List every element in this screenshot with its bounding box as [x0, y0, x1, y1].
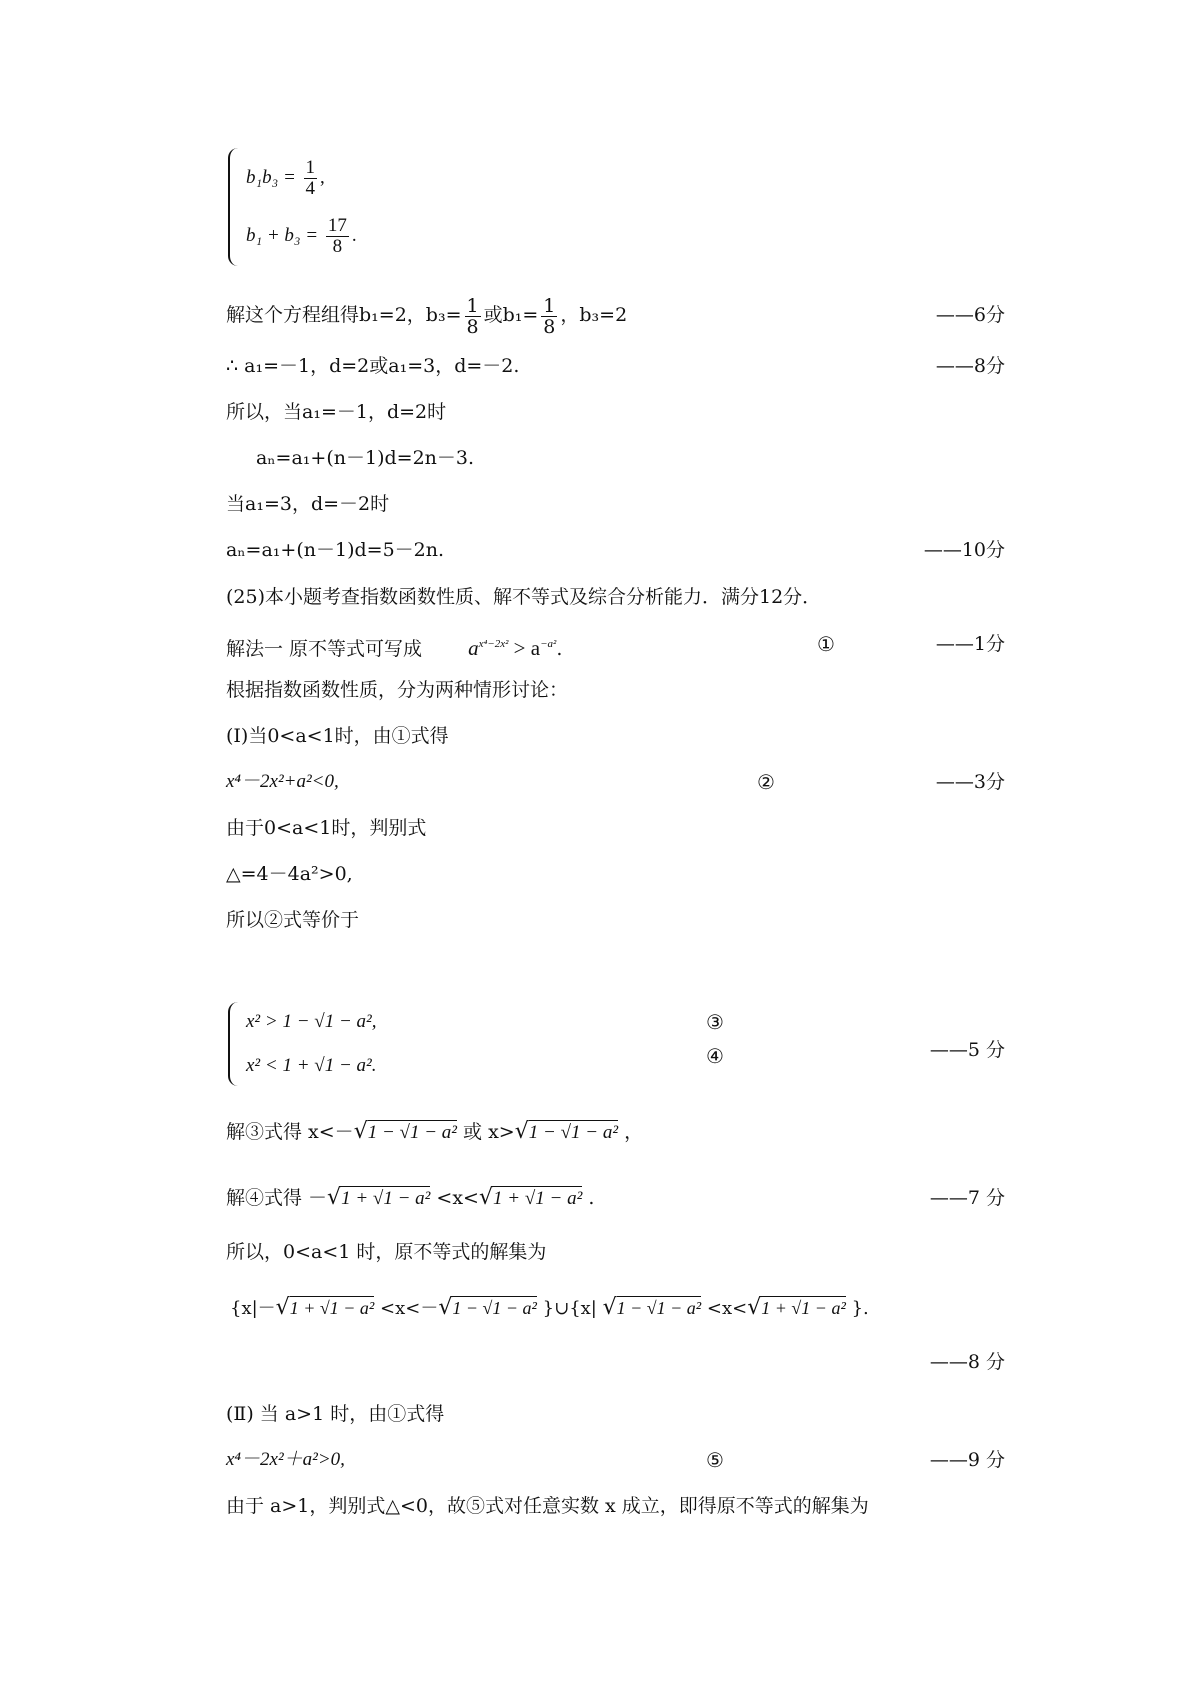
line-solution-set: {x|－√1 + √1 − a² <x<－√1 − √1 − a² }∪{x| √1 − √1 − a² <x<√1 + √1 − a² }. — [230, 1295, 869, 1320]
line-case-II-conclusion: 由于 a>1，判别式△<0，故⑤式对任意实数 x 成立，即得原不等式的解集为 — [226, 1495, 869, 1517]
solve-system-line: 解这个方程组得b₁=2，b₃= $\frac{1}{8}$ 或b₁= $\frac{1}{8}$ ，b₃=2 — [226, 294, 628, 338]
score-9: ——9 分 — [929, 1449, 1005, 1471]
tag-4: ④ — [706, 1044, 724, 1068]
line-solve-3: 解③式得 x<－√1 − √1 − a² 或 x>√1 − √1 − a² ， — [226, 1119, 644, 1144]
system2-eq1: x² > 1 − √1 − a², — [246, 1011, 377, 1032]
line-solution-set-intro: 所以，0<a<1 时，原不等式的解集为 — [226, 1241, 547, 1263]
score-5: ——5 分 — [929, 1039, 1005, 1061]
tag-2: ② — [757, 770, 775, 794]
score-1: ——1分 — [935, 633, 1005, 655]
line-an-formula-2: aₙ=a₁+(n－1)d=5－2n. — [226, 539, 445, 561]
tag-1: ① — [817, 632, 835, 656]
line-inequality-2: x⁴－2x²+a²<0, — [226, 771, 339, 792]
tag-5: ⑤ — [706, 1448, 724, 1472]
system-brace-1 — [228, 148, 240, 266]
system-brace-2 — [228, 1002, 240, 1086]
line-discuss-cases: 根据指数函数性质，分为两种情形讨论： — [226, 679, 569, 701]
line-case-a1-neg: 所以，当a₁=－1，d=2时 — [226, 401, 447, 423]
system1-eq1: b₁b₃ = $\frac{1}{4}$ , — [246, 157, 325, 200]
line-equivalent: 所以②式等价于 — [226, 909, 360, 931]
score-8: ——8分 — [935, 355, 1005, 377]
score-8b: ——8 分 — [929, 1351, 1005, 1373]
line-case-II: (Ⅱ) 当 a>1 时，由①式得 — [226, 1403, 445, 1425]
line-discriminant-intro: 由于0<a<1时，判别式 — [226, 817, 427, 839]
problem-25-header: (25)本小题考查指数函数性质、解不等式及综合分析能力．满分12分． — [226, 586, 822, 608]
score-10: ——10分 — [923, 539, 1005, 561]
score-7: ——7 分 — [929, 1187, 1005, 1209]
line-case-a1-3: 当a₁=3，d=－2时 — [226, 493, 390, 515]
line-discriminant: △=4－4a²>0, — [226, 863, 353, 885]
line-inequality-5: x⁴－2x²＋a²>0, — [226, 1449, 345, 1470]
line-an-formula-1: aₙ=a₁+(n－1)d=2n－3. — [256, 447, 475, 469]
score-6: ——6分 — [935, 304, 1005, 326]
tag-3: ③ — [706, 1010, 724, 1034]
score-3: ——3分 — [935, 771, 1005, 793]
line-case-I: (Ⅰ)当0<a<1时，由①式得 — [226, 725, 449, 747]
system1-eq2: b₁ + b₃ = $\frac{17}{8}$ . — [246, 215, 357, 258]
line-therefore: ∴ a₁=－1，d=2或a₁=3，d=－2. — [226, 355, 520, 377]
system2-eq2: x² < 1 + √1 − a². — [246, 1055, 377, 1076]
method-one-line: 解法一 原不等式可写成 $a^{x^4-2x^2} > a^{-a^2}$. — [226, 636, 563, 660]
line-solve-4: 解④式得 －√1 + √1 − a² <x<√1 + √1 − a² . — [226, 1185, 595, 1210]
